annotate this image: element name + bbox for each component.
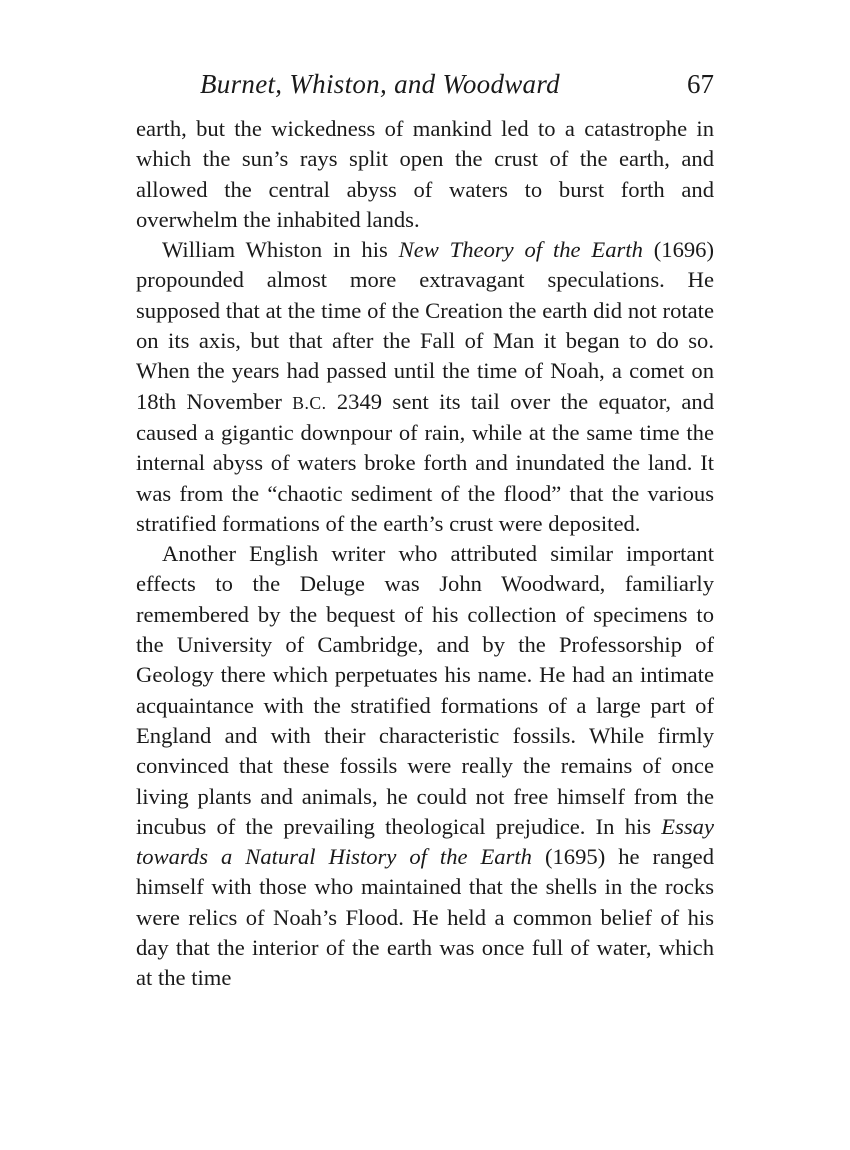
page-number: 67 bbox=[687, 69, 714, 99]
paragraph-1 bbox=[136, 114, 714, 235]
era-abbreviation: B.C. bbox=[292, 392, 327, 413]
book-title-essay: Essay towards a Natural History of the Earth bbox=[136, 813, 714, 870]
paragraph-3-text-a: Another English writer who attributed similar important effects to the Deluge was John Woodward, familiarly remembered by the bequest of his collection of specimens to the University of Cambridge, and by the Professorship of Geology there which perpetuates his name. He had an intimate acquaintance with the stratified formations of a large part of England and with their characteristic fossils. While firmly convinced that these fossils were really the remains of once living plants and animals, he could not free himself from the incubus of the prevailing theological prejudice. In his bbox=[136, 541, 714, 839]
paragraph-3-text-b: (1695) he ranged himself with those who maintained that the shells in the rocks were relics of Noah’s Flood. He held a common belief of his day that the interior of the earth was once full of water, which at the time bbox=[136, 844, 714, 991]
running-title: Burnet, Whiston, and Woodward bbox=[200, 69, 560, 99]
body-text bbox=[136, 114, 714, 994]
paragraph-1-text: earth, but the wickedness of mankind led to a catastrophe in which the sun’s rays split open the crust of the earth, and allowed the central abyss of waters to burst forth and overwhelm the inhabited lands. bbox=[136, 116, 714, 232]
paragraph-2 bbox=[136, 235, 714, 539]
paragraph-2-text-a: William Whiston in his bbox=[162, 237, 399, 263]
paragraph-3 bbox=[136, 539, 714, 993]
book-title-new-theory: New Theory of the Earth bbox=[398, 237, 643, 263]
paragraph-2-text-b: (1696) propounded almost more extravagant speculations. He supposed that at the time of the Creation the earth did not rotate on its axis, but that after the Fall of Man it began to do so. When the years had passed until the time of Noah, a comet on 18th November bbox=[136, 237, 714, 414]
book-page bbox=[136, 62, 714, 994]
paragraph-2-text-c: 2349 sent its tail over the equator, and caused a gigantic downpour of rain, while at the same time the internal abyss of waters broke forth and inundated the land. It was from the “chaotic sediment of the flood” that the various stratified formations of the earth’s crust were deposited. bbox=[136, 388, 714, 536]
running-head bbox=[136, 62, 714, 106]
